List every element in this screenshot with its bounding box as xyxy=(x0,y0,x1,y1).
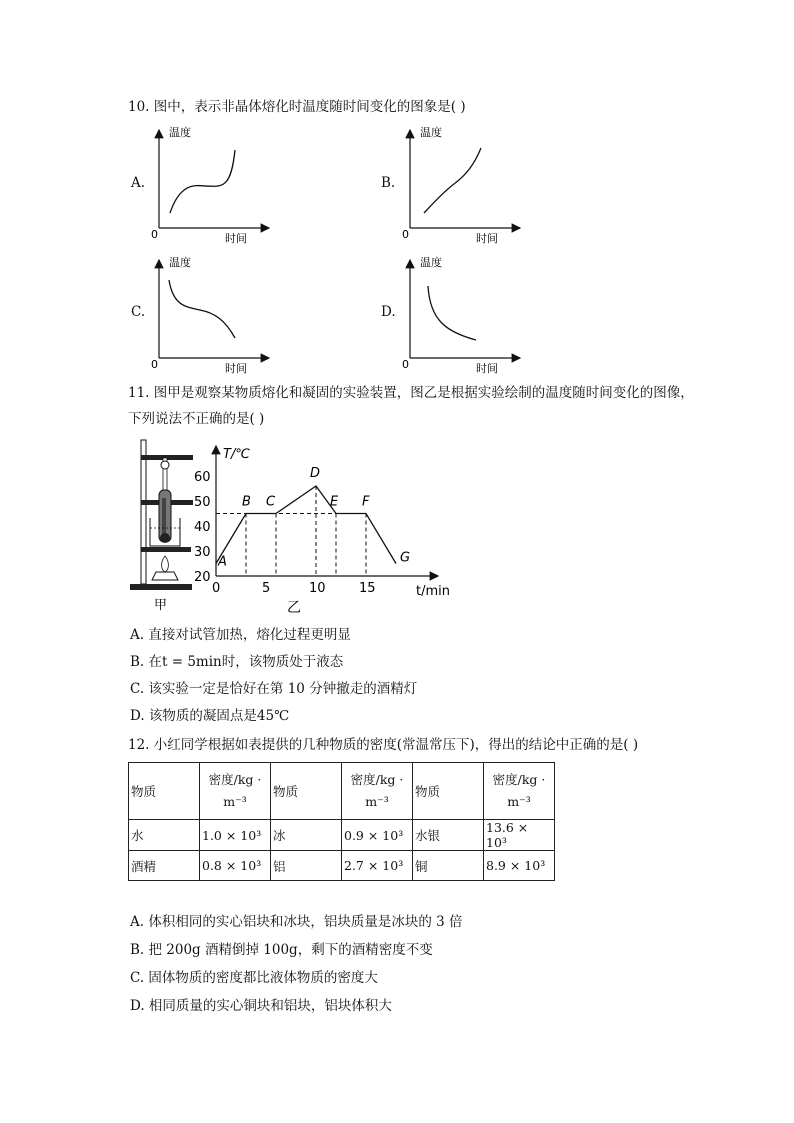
point-label-a: A xyxy=(218,554,227,570)
density-table xyxy=(128,762,555,881)
q10-option-b-label: B. xyxy=(381,175,396,191)
q11-option-c: C. 该实验一定是恰好在第 10 分钟撤走的酒精灯 xyxy=(130,681,418,697)
table-cell: 13.6 × 10³ xyxy=(484,820,555,851)
chart-x-label: t/min xyxy=(416,584,450,599)
x-axis-label: 时间 xyxy=(225,232,247,245)
q12-stem: 12. 小红同学根据如表提供的几种物质的密度(常温常压下)，得出的结论中正确的是( ) xyxy=(128,737,639,753)
header-cell: 密度/kg · m⁻³ xyxy=(484,763,555,820)
y-axis-label: 温度 xyxy=(169,256,191,269)
table-cell: 8.9 × 10³ xyxy=(484,851,555,881)
q11-option-d: D. 该物质的凝固点是45℃ xyxy=(130,708,290,724)
q11-option-b: B. 在t = 5min时，该物质处于液态 xyxy=(130,654,344,670)
origin-label: 0 xyxy=(402,228,409,241)
y-tick-label: 40 xyxy=(194,520,211,535)
q10-stem: 10. 图中，表示非晶体熔化时温度随时间变化的图象是( ) xyxy=(128,99,466,115)
curve-a xyxy=(170,150,235,213)
q11-option-a: A. 直接对试管加热，熔化过程更明显 xyxy=(130,627,351,643)
point-label-f: F xyxy=(362,494,370,510)
header-cell: 物质 xyxy=(129,763,200,820)
header-cell: 密度/kg · m⁻³ xyxy=(342,763,413,820)
point-label-g: G xyxy=(400,550,411,566)
table-cell: 冰 xyxy=(271,820,342,851)
table-cell: 铜 xyxy=(413,851,484,881)
table-cell: 酒精 xyxy=(129,851,200,881)
q12-option-d: D. 相同质量的实心铜块和铝块，铝块体积大 xyxy=(130,998,392,1014)
y-tick-label: 30 xyxy=(194,545,211,560)
q10-option-c-label: C. xyxy=(131,304,146,320)
q12-option-b: B. 把 200g 酒精倒掉 100g，剩下的酒精密度不变 xyxy=(130,942,433,958)
curve-d xyxy=(428,286,476,340)
chart-caption: 乙 xyxy=(287,600,301,616)
chart-y-label: T/℃ xyxy=(223,447,250,462)
header-cell: 密度/kg · m⁻³ xyxy=(200,763,271,820)
curve-b xyxy=(424,148,481,213)
table-cell: 水银 xyxy=(413,820,484,851)
table-row xyxy=(129,851,555,881)
origin-label: 0 xyxy=(151,228,158,241)
q11-stem-line1: 11. 图甲是观察某物质熔化和凝固的实验装置，图乙是根据实验绘制的温度随时间变化的图像， xyxy=(128,385,694,401)
origin-label: 0 xyxy=(151,358,158,371)
table-cell: 1.0 × 10³ xyxy=(200,820,271,851)
q10-graph-a xyxy=(145,120,285,250)
x-axis-label: 时间 xyxy=(225,362,247,375)
q12-option-c: C. 固体物质的密度都比液体物质的密度大 xyxy=(130,970,378,986)
q10-option-a-label: A. xyxy=(131,175,146,191)
x-tick-label: 0 xyxy=(212,581,221,596)
header-cell: 物质 xyxy=(413,763,484,820)
q12-option-a: A. 体积相同的实心铝块和冰块，铝块质量是冰块的 3 倍 xyxy=(130,914,463,930)
y-axis-label: 温度 xyxy=(420,126,442,139)
origin-label: 0 xyxy=(402,358,409,371)
y-tick-label: 60 xyxy=(194,470,211,485)
q10-graph-b xyxy=(396,120,536,250)
x-tick-label: 5 xyxy=(262,581,271,596)
y-tick-label: 20 xyxy=(194,570,211,585)
point-label-c: C xyxy=(266,494,276,510)
x-tick-label: 15 xyxy=(359,581,376,596)
q10-option-d-label: D. xyxy=(381,304,396,320)
header-cell: 物质 xyxy=(271,763,342,820)
q10-graph-c xyxy=(145,250,285,380)
temperature-time-chart xyxy=(190,440,470,620)
table-cell: 水 xyxy=(129,820,200,851)
x-axis-label: 时间 xyxy=(476,362,498,375)
q11-stem-line2: 下列说法不正确的是( ) xyxy=(128,411,265,427)
x-tick-label: 10 xyxy=(309,581,326,596)
apparatus-diagram xyxy=(128,438,198,618)
y-axis-label: 温度 xyxy=(420,256,442,269)
point-label-e: E xyxy=(330,494,339,510)
table-cell: 0.9 × 10³ xyxy=(342,820,413,851)
x-axis-label: 时间 xyxy=(476,232,498,245)
point-label-b: B xyxy=(242,494,251,510)
y-axis-label: 温度 xyxy=(169,126,191,139)
table-row xyxy=(129,820,555,851)
table-cell: 0.8 × 10³ xyxy=(200,851,271,881)
point-label-d: D xyxy=(310,466,321,481)
curve-c xyxy=(169,280,235,338)
table-header-row xyxy=(129,763,555,820)
q10-graph-d xyxy=(396,250,536,380)
table-cell: 2.7 × 10³ xyxy=(342,851,413,881)
apparatus-caption: 甲 xyxy=(154,598,168,613)
y-tick-label: 50 xyxy=(194,495,211,510)
table-cell: 铝 xyxy=(271,851,342,881)
